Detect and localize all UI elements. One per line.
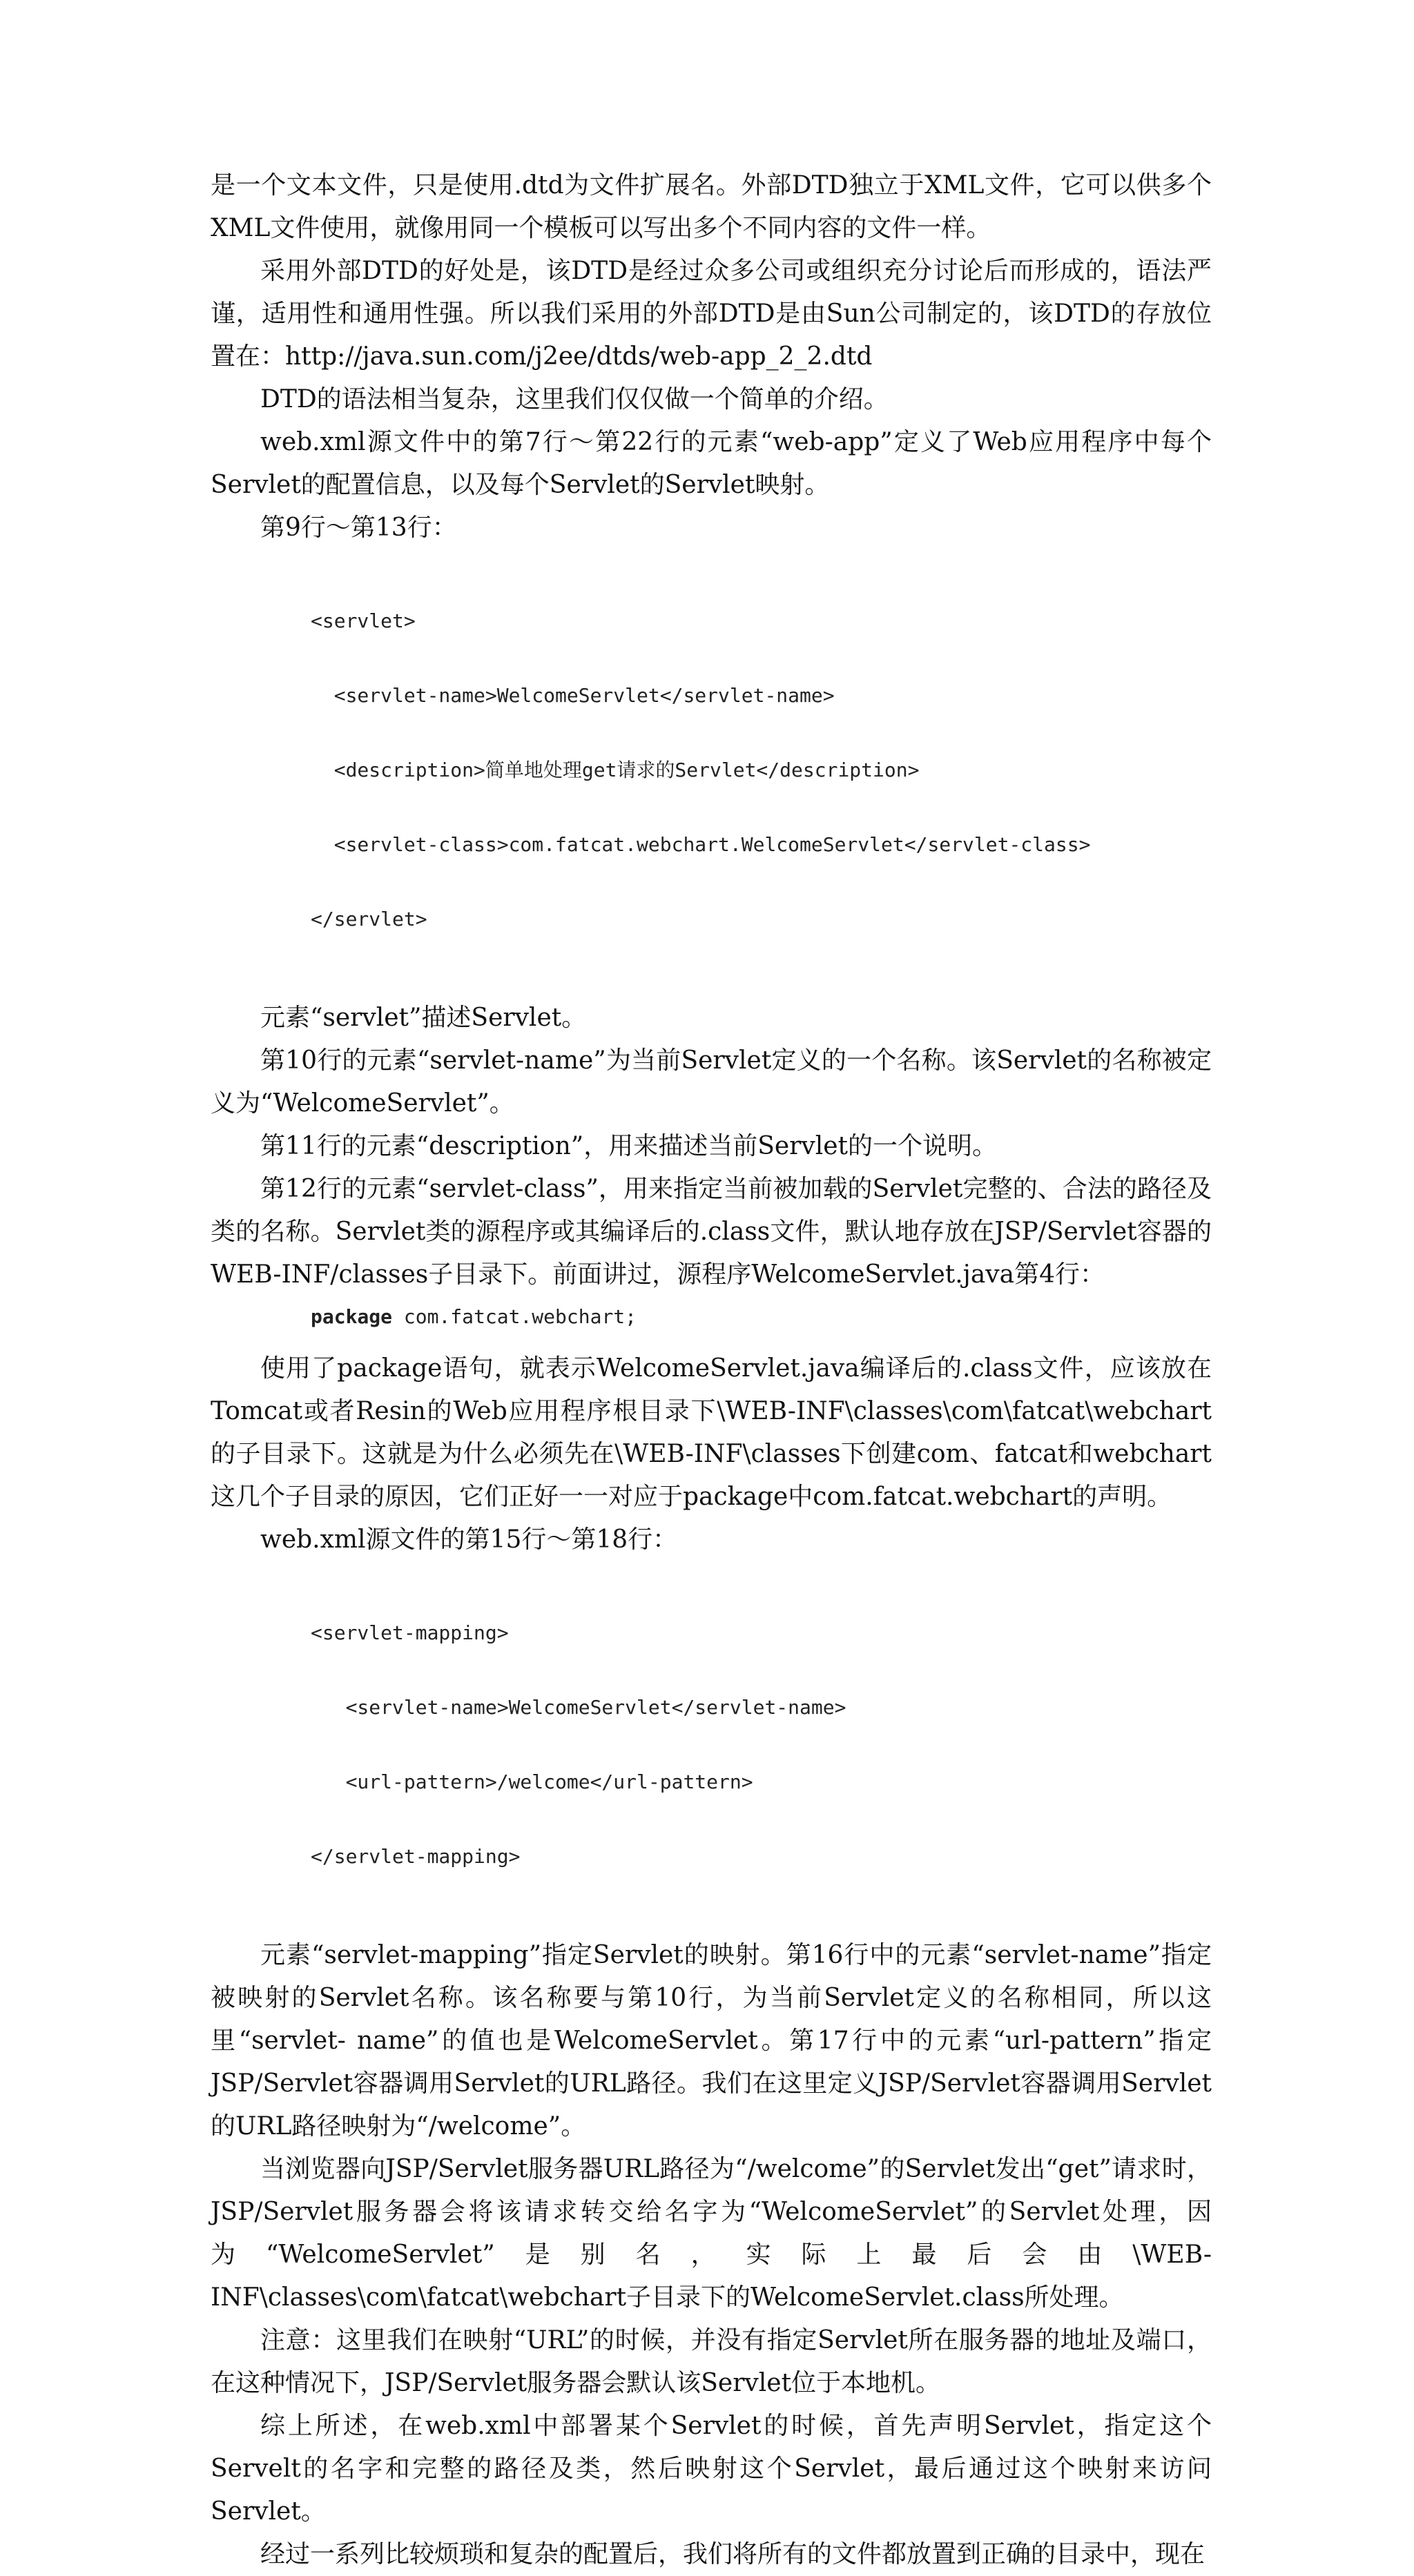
paragraph: 第11行的元素“description”，用来描述当前Servlet的一个说明。 — [260, 1132, 998, 1160]
paragraph: web.xml源文件的第15行～第18行： — [260, 1525, 678, 1554]
paragraph: 元素“servlet”描述Servlet。 — [260, 1004, 587, 1032]
code-line: </servlet> — [311, 908, 427, 930]
code-line: <servlet-mapping> — [311, 1621, 509, 1644]
paragraph: 是一个文本文件，只是使用.dtd为文件扩展名。外部DTD独立于XML文件，它可以供多个XML文件使用，就像用同一个模板可以写出多个不同内容的文件一样。 — [211, 171, 1212, 242]
paragraph: 元素“servlet-mapping”指定Servlet的映射。第16行中的元素“servlet-name”指定被映射的Servlet名称。该名称要与第10行，为当前Servlet定义的名称相同，所以这里“servlet- name”的值也是WelcomeServlet。第17行中的元素“url-pattern”指定JSP/Servlet容器调用Servlet的URL路径。我们在这里定义JSP/Servlet容器调用Servlet的URL路径映射为“/welcome”。 — [211, 1941, 1212, 2140]
code-block-servlet — [311, 559, 1212, 982]
code-line: <servlet-name>WelcomeServlet</servlet-name> — [311, 1696, 846, 1719]
paragraph: 采用外部DTD的好处是，该DTD是经过众多公司或组织充分讨论后而形成的，语法严谨，适用性和通用性强。所以我们采用的外部DTD是由Sun公司制定的，该DTD的存放位置在：http://java.sun.com/j2ee/dtds/web-app_2_2.dtd — [211, 257, 1212, 371]
code-line: </servlet-mapping> — [311, 1845, 521, 1868]
code-block-servlet-mapping — [311, 1571, 1212, 1919]
paragraph: 第9行～第13行： — [260, 514, 457, 542]
code-line: <servlet-name>WelcomeServlet</servlet-name> — [311, 684, 835, 707]
code-line: <servlet-class>com.fatcat.webchart.WelcomeServlet</servlet-class> — [311, 833, 1091, 856]
paragraph: web.xml源文件中的第7行～第22行的元素“web-app”定义了Web应用程序中每个Servlet的配置信息，以及每个Servlet的Servlet映射。 — [211, 428, 1212, 499]
document-body — [211, 164, 1212, 2576]
paragraph: 经过一系列比较烦琐和复杂的配置后，我们将所有的文件都放置到正确的目录中，现在 — [260, 2540, 1205, 2568]
code-line: <description>简单地处理get请求的Servlet</description> — [311, 759, 920, 781]
code-package-line — [311, 1302, 1212, 1332]
paragraph: 第12行的元素“servlet-class”，用来指定当前被加载的Servlet完整的、合法的路径及类的名称。Servlet类的源程序或其编译后的.class文件，默认地存放在JSP/Servlet容器的WEB-INF/classes子目录下。前面讲过，源程序WelcomeServlet.java第4行： — [211, 1175, 1212, 1289]
paragraph: 注意：这里我们在映射“URL”的时候，并没有指定Servlet所在服务器的地址及端口，在这种情况下，JSP/Servlet服务器会默认该Servlet位于本地机。 — [211, 2326, 1212, 2397]
code-keyword: package — [311, 1305, 393, 1328]
code-line: <url-pattern>/welcome</url-pattern> — [311, 1770, 753, 1793]
paragraph: DTD的语法相当复杂，这里我们仅仅做一个简单的介绍。 — [260, 385, 889, 413]
code-line: <servlet> — [311, 609, 416, 632]
paragraph: 第10行的元素“servlet-name”为当前Servlet定义的一个名称。该Servlet的名称被定义为“WelcomeServlet”。 — [211, 1046, 1212, 1118]
paragraph: 使用了package语句，就表示WelcomeServlet.java编译后的.class文件，应该放在Tomcat或者Resin的Web应用程序根目录下\WEB-INF\classes\com\fatcat\webchart的子目录下。这就是为什么必须先在\WEB-INF\classes下创建com、fatcat和webchart这几个子目录的原因，它们正好一一对应于package中com.fatcat.webchart的声明。 — [211, 1354, 1212, 1511]
code-text: com.fatcat.webchart; — [392, 1305, 637, 1328]
paragraph: 综上所述，在web.xml中部署某个Servlet的时候，首先声明Servlet，指定这个Servelt的名字和完整的路径及类，然后映射这个Servlet，最后通过这个映射来访问Servlet。 — [211, 2412, 1212, 2526]
paragraph: 当浏览器向JSP/Servlet服务器URL路径为“/welcome”的Servlet发出“get”请求时，JSP/Servlet服务器会将该请求转交给名字为“WelcomeServlet”的Servlet处理，因为“WelcomeServlet”是别名，实际上最后会由\WEB-INF\classes\com\fatcat\webchart子目录下的WelcomeServlet.class所处理。 — [211, 2155, 1212, 2312]
